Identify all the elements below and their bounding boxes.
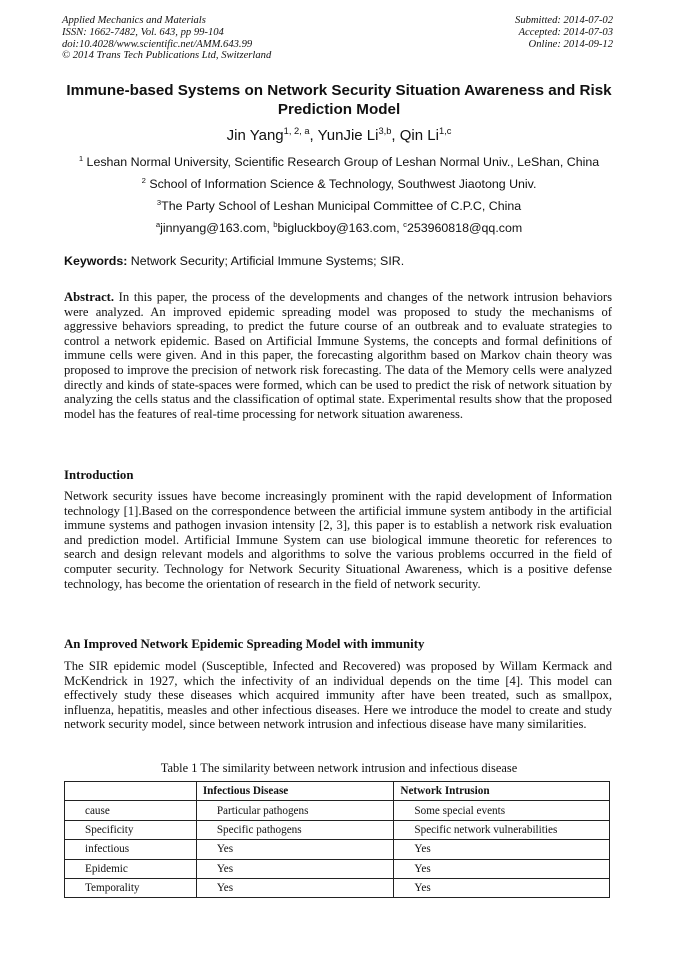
table-row [65,820,610,839]
table-cell: Yes [196,859,394,878]
table-cell: Temporality [65,878,197,897]
affiliation-superscript: 1 [78,153,84,163]
email-text: bigluckboy@163.com, [277,221,404,235]
author-separator: , [391,127,400,144]
table-cell: Yes [394,878,610,897]
table-header-row [65,782,610,801]
table-cell: infectious [65,840,197,859]
author-list [0,127,678,145]
accepted-date: Accepted: 2014-07-03 [518,26,613,38]
author-superscript: 1,c [438,126,452,136]
table-header-cell: Network Intrusion [394,782,610,801]
affiliation-2 [0,177,678,192]
author-superscript: 3,b [378,126,392,136]
journal-doi: doi:10.4028/www.scientific.net/AMM.643.99 [62,38,253,50]
table-cell: Particular pathogens [196,801,394,820]
abstract [64,290,612,421]
abstract-label: Abstract. [64,290,115,304]
abstract-text: In this paper, the process of the developments and changes of the network intrusion behaviors were analyzed. An improved epidemic spreading model was proposed to study the mechanisms of aggressive behaviors spreading, to predict the future course of an outbreak and to evaluate strategies to control a network epidemic. Based on Artificial Immune Systems, the concepts and formal definitions of immune cells were given. And in this paper, the forecasting algorithm based on Markov chain theory was proposed to improve the precision of network risk forecasting. The data of the Memory cells were analyzed directly and kinds of state-spaces were formed, which can be used to predict the risk of network situation by analyzing the cells status and the classification of optimal state. Experimental results show that the proposed model has the features of real-time processing for network situation awareness. [64,290,612,421]
author-name: Qin Li [399,127,439,144]
author-name: Jin Yang [226,127,284,144]
submitted-date: Submitted: 2014-07-02 [515,15,613,26]
keywords-label: Keywords: [64,254,128,268]
table-cell: Yes [394,859,610,878]
section-text: The SIR epidemic model (Susceptible, Infected and Recovered) was proposed by Willam Kermack and McKendrick in 1927, which the infectivity of an individual depends on the time [4]. This model can effectively study these diseases which acquired immunity after have been treated, such as smallpox, influenza, hepatitis, measles and other infectious diseases. Here we introduce the model to create and study network security model, since between network intrusion and infectious disease have many similarities. [64,659,612,732]
author-name: YunJie Li [317,127,379,144]
affiliation-3 [0,199,678,214]
table-cell: Some special events [394,801,610,820]
table-row [65,840,610,859]
keywords-text: Network Security; Artificial Immune Systems; SIR. [127,254,405,268]
email-superscript: a [155,219,161,229]
journal-header [62,15,613,63]
author-emails [0,221,678,236]
table-row [65,878,610,897]
table-cell: Yes [196,840,394,859]
affiliation-text: The Party School of Leshan Municipal Committee of C.P.C, China [161,199,522,213]
table-cell: Specificity [65,820,197,839]
section-heading: An Improved Network Epidemic Spreading Model with immunity [64,637,425,651]
author-separator: , [309,127,318,144]
journal-name: Applied Mechanics and Materials [62,15,206,26]
table-caption: Table 1 The similarity between network intrusion and infectious disease [160,761,518,775]
affiliation-superscript: 3 [156,197,162,207]
email-text: jinnyang@163.com, [160,221,274,235]
submission-dates [515,15,613,50]
affiliation-text: Leshan Normal University, Scientific Research Group of Leshan Normal Univ., LeShan, China [83,155,600,169]
affiliation-superscript: 2 [141,175,146,185]
journal-info [62,15,271,62]
journal-copyright: © 2014 Trans Tech Publications Ltd, Switzerland [62,50,272,62]
email-superscript: c [403,219,407,229]
table-row [65,801,610,820]
introduction-text: Network security issues have become increasingly prominent with the rapid development of Information technology [1].Based on the correspondence between the artificial immune system antibody in the artificial immune systems and pathogen invasion intensity [2, 3], this paper is to establish a network risk evaluation and prediction model. Artificial Immune System can use biological immune theoretic for references to search and design relevant models and algorithms to solve the various problems occurred in the field of computer security. Technology for Network Security Situational Awareness, which is a positive defense technology, has become the orientation of research in the field of network security. [64,489,612,591]
table-cell: cause [65,801,197,820]
paper-title: Immune-based Systems on Network Security Situation Awareness and Risk Prediction Model [66,82,612,118]
journal-issn: ISSN: 1662-7482, Vol. 643, pp 99-104 [62,26,224,38]
table-cell: Epidemic [65,859,197,878]
table-cell: Yes [394,840,610,859]
table-cell: Specific network vulnerabilities [394,820,610,839]
email-superscript: b [273,219,278,229]
author-superscript: 1, 2, a [283,126,310,136]
online-date: Online: 2014-09-12 [528,38,613,50]
affiliation-text: School of Information Science & Technology, Southwest Jiaotong Univ. [145,177,537,191]
affiliation-1 [0,155,678,170]
table-cell: Specific pathogens [196,820,394,839]
table-cell: Yes [196,878,394,897]
table-row [65,859,610,878]
introduction-heading: Introduction [64,468,134,482]
table-header-cell: Infectious Disease [196,782,394,801]
email-text: 253960818@qq.com [406,221,523,235]
similarity-table [64,781,610,898]
table-header-cell [65,782,197,801]
keywords [64,254,614,269]
